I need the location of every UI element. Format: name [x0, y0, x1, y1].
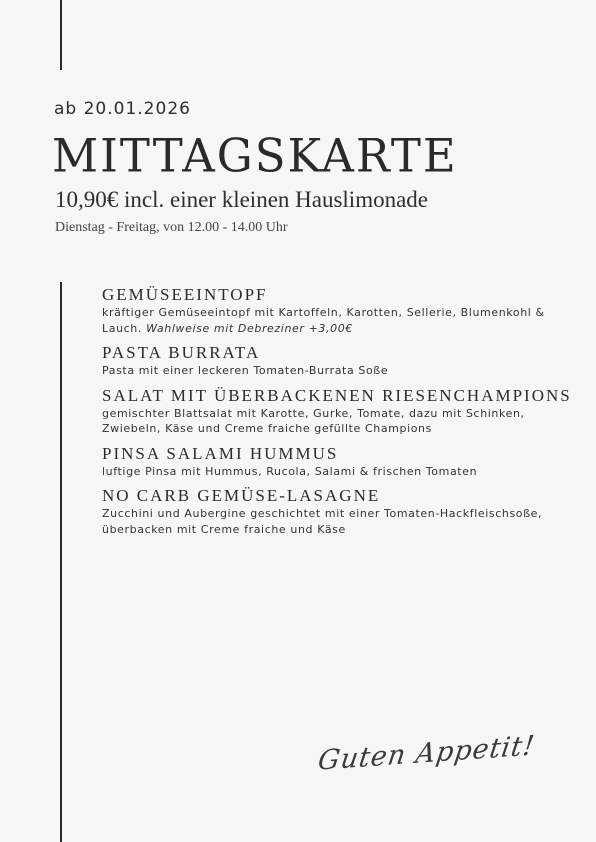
- menu-item-name: NO CARB GEMÜSE-LASAGNE: [102, 486, 381, 505]
- top-divider-line: [60, 0, 62, 70]
- menu-list: [102, 285, 582, 544]
- menu-item-description-text: kräftiger Gemüseeintopf mit Kartoffeln, Karotten, Sellerie, Blumenkohl & Lauch.: [102, 306, 545, 335]
- serving-days: Dienstag - Freitag, von 12.00 - 14.00 Uhr: [55, 220, 288, 235]
- menu-item: [102, 285, 582, 336]
- menu-item: [102, 343, 582, 379]
- menu-item-description: Pasta mit einer leckeren Tomaten-Burrata Soße: [102, 364, 389, 377]
- menu-item: [102, 386, 582, 437]
- price-line: 10,90€ incl. einer kleinen Hauslimonade: [55, 187, 429, 212]
- page-title: MITTAGSKARTE: [52, 128, 458, 183]
- menu-item: [102, 486, 582, 537]
- menu-item: [102, 444, 582, 480]
- menu-item-name: SALAT MIT ÜBERBACKENEN RIESENCHAMPIONS: [102, 385, 572, 405]
- menu-item-name: PINSA SALAMI HUMMUS: [102, 443, 339, 463]
- menu-item-description: [102, 305, 582, 336]
- menu-item-description: luftige Pinsa mit Hummus, Rucola, Salami & frischen Tomaten: [102, 464, 478, 478]
- valid-from-date: ab 20.01.2026: [54, 99, 191, 119]
- closing-signature: Guten Appetit!: [316, 730, 537, 777]
- menu-item-name: GEMÜSEEINTOPF: [102, 285, 268, 304]
- menu-item-description: gemischter Blattsalat mit Karotte, Gurke, Tomate, dazu mit Schinken, Zwiebeln, Käse und Creme fraiche gefüllte Champions: [102, 406, 525, 435]
- menu-item-name: PASTA BURRATA: [102, 343, 261, 362]
- menu-item-extra: Wahlweise mit Debreziner +3,00€: [146, 321, 353, 335]
- menu-divider-line: [60, 282, 62, 842]
- menu-item-description: Zucchini und Aubergine geschichtet mit einer Tomaten-Hackfleischsoße, überbacken mit Creme fraiche und Käse: [102, 507, 543, 536]
